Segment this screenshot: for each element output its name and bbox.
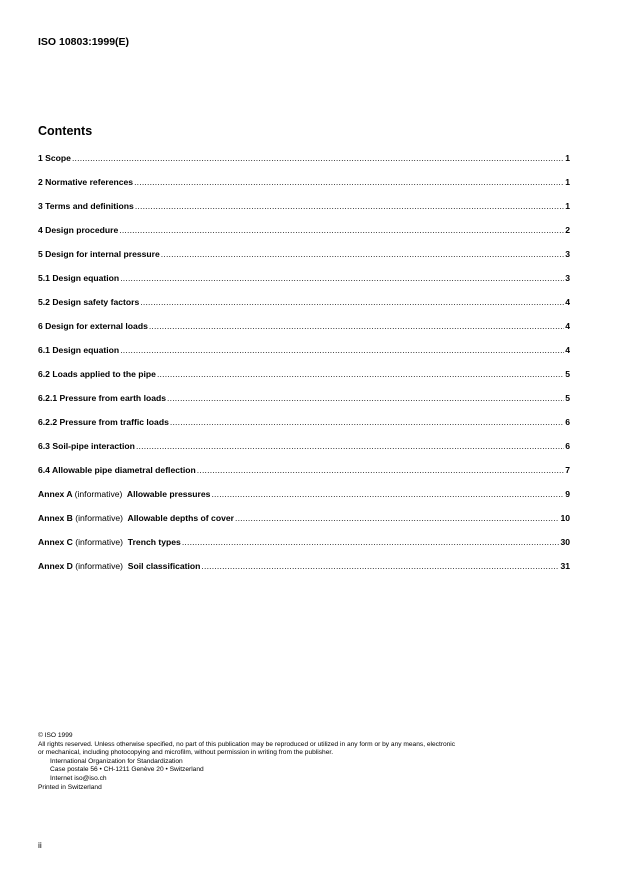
annex-title: Allowable depths of cover (127, 513, 234, 523)
toc-leader-dots (157, 368, 564, 380)
toc-entry-label: 6.2 Loads applied to the pipe (38, 369, 156, 379)
table-of-contents (38, 152, 570, 584)
toc-entry[interactable] (38, 272, 570, 296)
toc-leader-dots (134, 176, 564, 188)
annex-type: (informative) (75, 537, 124, 547)
annex-id: Annex B (38, 513, 73, 523)
toc-leader-dots (211, 488, 564, 500)
postal-address: Case postale 56 • CH-1211 Genève 20 • Switzerland (50, 766, 204, 774)
toc-annex-entry[interactable] (38, 512, 570, 536)
copyright-block (38, 732, 578, 792)
toc-leader-dots (135, 200, 564, 212)
toc-leader-dots (201, 560, 559, 572)
toc-annex-label (38, 536, 181, 548)
toc-entry-page: 5 (565, 393, 570, 403)
toc-entry-page: 9 (565, 489, 570, 499)
toc-annex-label (38, 488, 210, 500)
toc-entry-page: 1 (565, 177, 570, 187)
page-number: ii (38, 840, 42, 850)
toc-entry[interactable] (38, 392, 570, 416)
toc-annex-entry[interactable] (38, 536, 570, 560)
toc-entry-page: 3 (565, 273, 570, 283)
toc-entry-page: 1 (565, 153, 570, 163)
annex-id: Annex C (38, 537, 73, 547)
rights-statement-line: All rights reserved. Unless otherwise specified, no part of this publication may be reproduced or utilized in any form or by any means, electronic (38, 740, 456, 748)
document-header: ISO 10803:1999(E) (38, 36, 130, 48)
toc-leader-dots (149, 320, 564, 332)
toc-entry[interactable] (38, 200, 570, 224)
toc-entry-label: 6.4 Allowable pipe diametral deflection (38, 465, 196, 475)
rights-statement-line: or mechanical, including photocopying and microfilm, without permission in writing from the publisher. (38, 749, 334, 757)
toc-entry-page: 4 (565, 321, 570, 331)
toc-entry-label: 5.1 Design equation (38, 273, 120, 283)
toc-entry[interactable] (38, 248, 570, 272)
contents-heading: Contents (38, 124, 93, 138)
toc-entry[interactable] (38, 176, 570, 200)
toc-entry[interactable] (38, 368, 570, 392)
toc-leader-dots (120, 344, 564, 356)
toc-leader-dots (235, 512, 559, 524)
toc-entry-page: 6 (565, 417, 570, 427)
toc-entry-page: 3 (565, 249, 570, 259)
printed-in: Printed in Switzerland (38, 783, 102, 791)
toc-annex-entry[interactable] (38, 560, 570, 584)
toc-entry-page: 1 (565, 201, 570, 211)
toc-entry[interactable] (38, 344, 570, 368)
annex-title: Soil classification (127, 561, 201, 571)
toc-entry[interactable] (38, 320, 570, 344)
toc-entry-page: 30 (560, 537, 570, 547)
toc-entry-page: 2 (565, 225, 570, 235)
annex-title: Trench types (127, 537, 181, 547)
toc-entry[interactable] (38, 224, 570, 248)
annex-id: Annex D (38, 561, 73, 571)
toc-entry-label: 6 Design for external loads (38, 321, 148, 331)
toc-leader-dots (72, 152, 564, 164)
annex-type: (informative) (75, 561, 124, 571)
toc-entry[interactable] (38, 152, 570, 176)
toc-leader-dots (167, 392, 564, 404)
toc-entry-label: 3 Terms and definitions (38, 201, 134, 211)
toc-leader-dots (140, 296, 564, 308)
toc-entry[interactable] (38, 464, 570, 488)
toc-entry-page: 6 (565, 441, 570, 451)
toc-leader-dots (197, 464, 564, 476)
toc-annex-entry[interactable] (38, 488, 570, 512)
toc-entry-label: 6.2.1 Pressure from earth loads (38, 393, 167, 403)
toc-entry-page: 7 (565, 465, 570, 475)
toc-entry-page: 10 (560, 513, 570, 523)
toc-entry[interactable] (38, 416, 570, 440)
toc-entry-page: 31 (560, 561, 570, 571)
toc-entry-label: 1 Scope (38, 153, 71, 163)
toc-entry-label: 2 Normative references (38, 177, 134, 187)
toc-leader-dots (136, 440, 564, 452)
annex-title: Allowable pressures (126, 489, 211, 499)
toc-leader-dots (119, 224, 564, 236)
toc-entry-label: 6.1 Design equation (38, 345, 120, 355)
toc-annex-label (38, 512, 234, 524)
toc-leader-dots (182, 536, 560, 548)
toc-entry-label: 5.2 Design safety factors (38, 297, 140, 307)
organization-name: International Organization for Standardization (50, 757, 183, 765)
toc-annex-label (38, 560, 200, 572)
toc-entry-label: 6.2.2 Pressure from traffic loads (38, 417, 169, 427)
toc-entry[interactable] (38, 440, 570, 464)
toc-leader-dots (120, 272, 564, 284)
annex-type: (informative) (75, 513, 124, 523)
toc-entry-label: 5 Design for internal pressure (38, 249, 160, 259)
toc-entry-page: 5 (565, 369, 570, 379)
toc-entry-page: 4 (565, 345, 570, 355)
toc-leader-dots (161, 248, 564, 260)
internet-address: Internet iso@iso.ch (50, 774, 107, 782)
annex-type: (informative) (74, 489, 123, 499)
toc-entry[interactable] (38, 296, 570, 320)
toc-entry-label: 4 Design procedure (38, 225, 119, 235)
toc-leader-dots (170, 416, 564, 428)
annex-id: Annex A (38, 489, 73, 499)
toc-entry-label: 6.3 Soil-pipe interaction (38, 441, 135, 451)
toc-entry-page: 4 (565, 297, 570, 307)
copyright-notice: © ISO 1999 (38, 732, 73, 739)
